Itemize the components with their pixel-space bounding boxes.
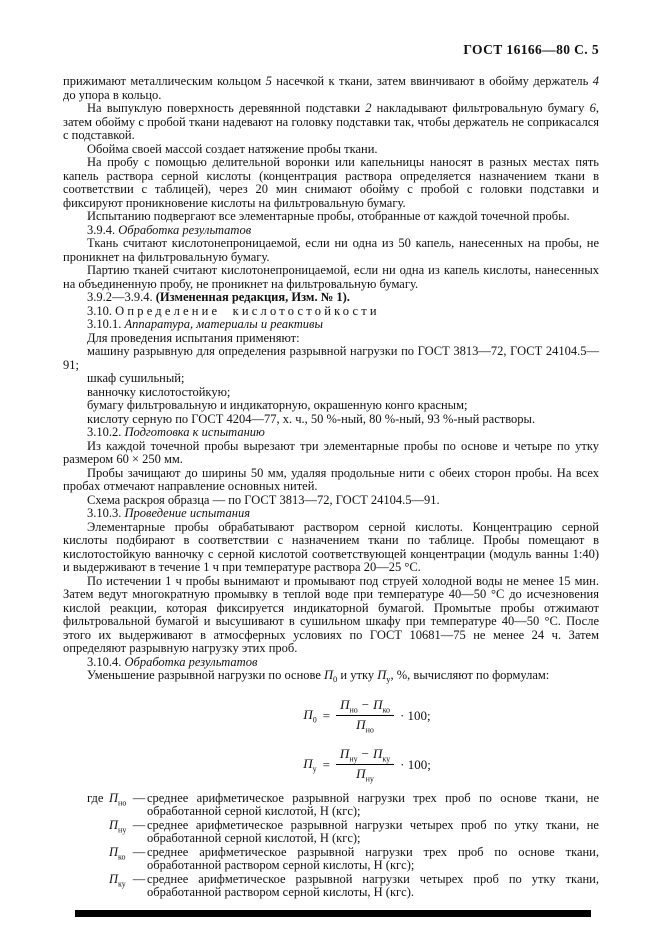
text-run: На пробу с помощью делительной воронки или капельницы наносят в разных местах пять капель раствора серной кислоты (концентрация раствора определяется назначением ткани в соответствии с таблицей), через 20 мин снимают обойму с пробой с головки подставки и фиксируют проникновение кислоты на фильтровальную бумагу. bbox=[63, 155, 599, 210]
page-header bbox=[63, 42, 599, 58]
text-run: Проведение испытания bbox=[124, 506, 251, 520]
text-run: На выпуклую поверхность деревянной подставки bbox=[87, 101, 366, 115]
text-run: 3.10.3. bbox=[87, 506, 125, 520]
text-run: 5 bbox=[265, 74, 272, 88]
text-run: 3.9.2—3.9.4. bbox=[87, 290, 156, 304]
text-run: (Измененная редакция, Изм. № 1). bbox=[155, 290, 350, 304]
text-run: Обработка результатов bbox=[124, 654, 258, 669]
page-content bbox=[63, 42, 599, 900]
var-P: П bbox=[109, 817, 119, 832]
dash: — bbox=[132, 844, 146, 859]
formula-weft bbox=[303, 746, 431, 784]
paragraph bbox=[63, 413, 599, 427]
paragraph bbox=[63, 291, 599, 305]
fraction bbox=[336, 697, 394, 735]
text-run: 3.9.4. bbox=[87, 222, 119, 237]
paragraph bbox=[63, 75, 599, 102]
dash: — bbox=[132, 790, 146, 805]
text-run: 3.10.2. bbox=[87, 425, 125, 439]
var-sub: ну bbox=[365, 774, 374, 784]
text-run: Подготовка к испытанию bbox=[124, 425, 265, 439]
formula-warp bbox=[303, 697, 430, 735]
var-P: П bbox=[373, 696, 383, 712]
where-text: среднее арифметическое разрывной нагрузки трех проб по основе ткани, не обработанной серной кислотой, Н (кгс); bbox=[147, 790, 599, 819]
paragraph bbox=[63, 372, 599, 386]
fraction-numerator bbox=[336, 697, 394, 717]
text-run: , затем обойму с пробой ткани надевают на головку подставки так, чтобы держатель не соприкасался с подставкой. bbox=[63, 101, 599, 142]
paragraph bbox=[63, 521, 599, 575]
text-run: Аппаратура, материалы и реактивы bbox=[124, 317, 323, 331]
text-run: шкаф сушильный; bbox=[87, 371, 185, 385]
where-item bbox=[87, 873, 599, 900]
var-P: П bbox=[339, 745, 350, 761]
where-item bbox=[87, 792, 599, 819]
var-P: П bbox=[303, 706, 313, 722]
paragraph bbox=[63, 237, 599, 264]
text-run: 2 bbox=[365, 101, 372, 115]
fraction-numerator bbox=[336, 746, 394, 766]
var-P: П bbox=[356, 717, 366, 733]
text-run: насечкой к ткани, затем ввинчивают в обойму держатель bbox=[271, 74, 593, 88]
paragraph bbox=[63, 156, 599, 210]
paragraph bbox=[63, 264, 599, 291]
text-run: до упора в кольцо. bbox=[63, 87, 162, 102]
text-run: П bbox=[324, 668, 334, 682]
text-run: Из каждой точечной пробы вырезают три элементарные пробы по основе и четыре по утку размером 60 × 250 мм. bbox=[63, 438, 599, 466]
var-P: П bbox=[109, 844, 119, 859]
paragraph bbox=[63, 669, 599, 687]
paragraph bbox=[63, 575, 599, 656]
where-prefix: где bbox=[87, 790, 104, 805]
var-P: П bbox=[372, 745, 383, 761]
dash: — bbox=[132, 817, 146, 832]
where-list bbox=[87, 792, 599, 900]
paragraph bbox=[63, 507, 599, 521]
equals-sign: = bbox=[322, 756, 330, 772]
paragraph bbox=[63, 399, 599, 413]
paragraph bbox=[63, 345, 599, 372]
var-P: П bbox=[109, 790, 119, 805]
text-run: машину разрывную для определения разрывной нагрузки по ГОСТ 3813—72, ГОСТ 24104.5—91; bbox=[63, 344, 599, 372]
paragraph bbox=[63, 386, 599, 400]
paragraph bbox=[63, 210, 599, 224]
where-item bbox=[87, 819, 599, 846]
where-term bbox=[109, 873, 131, 891]
text-run: 3.10. bbox=[87, 303, 116, 318]
text-run: 3.10.4. bbox=[87, 654, 125, 669]
dash: — bbox=[132, 871, 146, 886]
text-run: Партию тканей считают кислотонепроницаемой, если ни одна из капель кислоты, нанесенных на объединенную пробу, не проникнет на фильтровальную бумагу. bbox=[63, 263, 599, 291]
gost-page-number: ГОСТ 16166—80 С. 5 bbox=[463, 42, 599, 57]
paragraph bbox=[63, 494, 599, 508]
var-sub: ку bbox=[118, 879, 126, 889]
paragraph bbox=[63, 305, 599, 319]
paragraph bbox=[63, 426, 599, 440]
text-run: 3.10.1. bbox=[87, 317, 125, 331]
var-P: П bbox=[356, 766, 366, 782]
formula-lhs bbox=[303, 707, 316, 725]
text-run: По истечении 1 ч пробы вынимают и промывают под струей холодной воды не менее 15 мин. Затем ведут многократную промывку в теплой воде при температуре 40—50 °С до исчезновения кислой реакции, которая фиксируется индикаторной бумагой. Промытые пробы отжимают фильтровальной бумагой и высушивают в сушильном шкафу при температуре 40—50 °С. После этого их выдерживают в атмосферных условиях по ГОСТ 10681—75 не менее 24 ч. Затем определяют разрывную нагрузку этих проб. bbox=[63, 573, 599, 655]
document-body bbox=[63, 75, 599, 687]
text-run: Для проведения испытания применяют: bbox=[87, 330, 300, 345]
var-sub: ко bbox=[382, 705, 390, 715]
paragraph bbox=[63, 224, 599, 238]
var-sub: ну bbox=[349, 754, 358, 764]
paragraph bbox=[63, 318, 599, 332]
text-run: Элементарные пробы обрабатывают раствором серной кислоты. Концентрацию серной кислоты подбирают в соответствии с назначением ткани по таблице. Пробы помещают в кислотостойкую ванночку с серной кислотой соответствующей концентрации (модуль ванны 1:40) и выдерживают в течение 1 ч при температуре раствора 20—25 °С. bbox=[63, 519, 599, 574]
var-P: П bbox=[340, 696, 350, 712]
paragraph bbox=[63, 332, 599, 346]
var-sub: 0 bbox=[312, 715, 317, 725]
paragraph bbox=[63, 467, 599, 494]
fraction bbox=[336, 746, 394, 784]
text-run: и утку bbox=[337, 668, 378, 682]
text-run: 6 bbox=[589, 101, 596, 115]
text-run: Ткань считают кислотонепроницаемой, если ни одна из 50 капель, нанесенных на пробы, не проникнет на фильтровальную бумагу. bbox=[63, 236, 599, 264]
where-term bbox=[109, 819, 131, 837]
formulas-section bbox=[63, 697, 599, 784]
text-run: 0 bbox=[333, 674, 338, 684]
var-sub: у bbox=[312, 764, 317, 774]
text-run: Испытанию подвергают все элементарные пробы, отобранные от каждой точечной пробы. bbox=[87, 209, 570, 223]
text-run: Пробы зачищают до ширины 50 мм, удаляя продольные нити с обеих сторон пробы. На всех пробах отмечают направление основных нитей. bbox=[63, 465, 599, 493]
text-run: у bbox=[386, 674, 391, 684]
text-run: прижимают металлическим кольцом bbox=[63, 74, 266, 88]
var-sub: но bbox=[118, 798, 127, 808]
minus-sign: − bbox=[361, 745, 369, 761]
text-run: 4 bbox=[592, 74, 599, 88]
where-text: среднее арифметическое разрывной нагрузки четырех проб по утку ткани, обработанной раствором серной кислоты, Н (кгс). bbox=[147, 871, 599, 900]
text-run: П bbox=[377, 668, 387, 682]
paragraph bbox=[63, 440, 599, 467]
where-term bbox=[109, 846, 131, 864]
formula-lhs bbox=[303, 756, 316, 774]
where-item bbox=[87, 846, 599, 873]
text-run: Определение кислотостойкости bbox=[115, 303, 380, 318]
text-run: накладывают фильтровальную бумагу bbox=[371, 101, 590, 115]
paragraph bbox=[63, 656, 599, 670]
fraction-denominator bbox=[356, 716, 374, 735]
var-P: П bbox=[303, 755, 313, 771]
var-sub: ко bbox=[118, 852, 126, 862]
paragraph bbox=[63, 143, 599, 157]
text-run: кислоту серную по ГОСТ 4204—77, х. ч., 50 %-ный, 80 %-ный, 93 %-ный растворы. bbox=[87, 411, 536, 426]
text-run: Уменьшение разрывной нагрузки по основе bbox=[87, 668, 325, 682]
text-run: Обойма своей массой создает натяжение пробы ткани. bbox=[87, 141, 378, 156]
text-run: ванночку кислотостойкую; bbox=[87, 384, 231, 399]
text-run: , %, вычисляют по формулам: bbox=[390, 668, 550, 682]
footer-bar bbox=[75, 910, 591, 917]
var-P: П bbox=[109, 871, 119, 886]
text-run: Схема раскроя образца — по ГОСТ 3813—72, ГОСТ 24104.5—91. bbox=[87, 492, 440, 507]
paragraph bbox=[63, 102, 599, 143]
formula-multiplier: · 100; bbox=[400, 756, 431, 772]
where-text: среднее арифметическое разрывной нагрузки четырех проб по утку ткани, не обработанной серной кислотой, Н (кгс); bbox=[147, 817, 599, 846]
text-run: бумагу фильтровальную и индикаторную, окрашенную конго красным; bbox=[87, 398, 468, 412]
where-term bbox=[109, 792, 131, 810]
where-text: среднее арифметическое разрывной нагрузки трех проб по основе ткани, обработанной раствором серной кислоты, Н (кгс); bbox=[147, 844, 599, 873]
equals-sign: = bbox=[322, 707, 331, 723]
var-sub: но bbox=[365, 725, 374, 735]
fraction-denominator bbox=[356, 765, 374, 784]
var-sub: ну bbox=[118, 825, 127, 835]
minus-sign: − bbox=[361, 696, 370, 712]
formula-multiplier: · 100; bbox=[399, 707, 431, 723]
var-sub: но bbox=[349, 705, 358, 715]
text-run: Обработка результатов bbox=[118, 222, 252, 237]
var-sub: ку bbox=[382, 754, 391, 764]
